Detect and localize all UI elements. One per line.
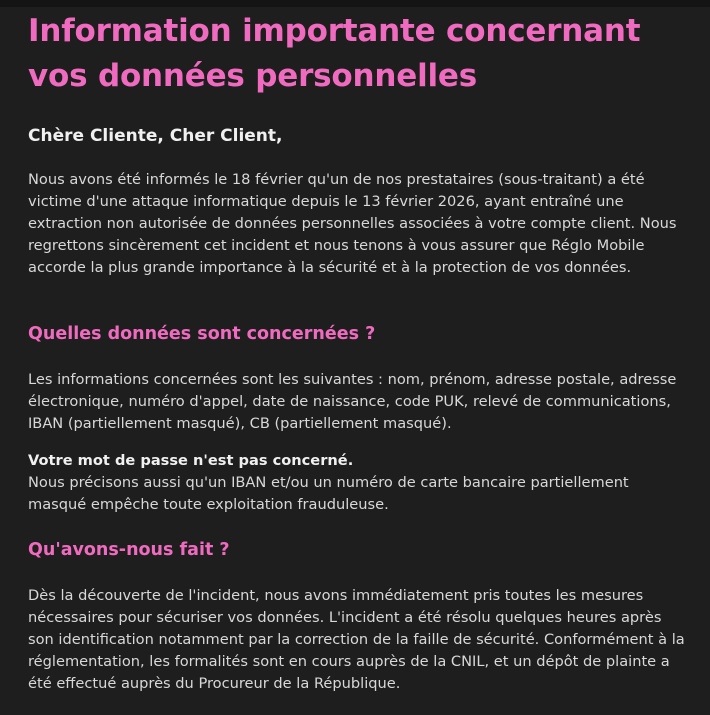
intro-paragraph: Nous avons été informés le 18 février qu'un de nos prestataires (sous-traitant) a été victime d'une attaque informatique depuis le 13 février 2026, ayant entraîné une extraction non autorisée de données personnelles associées à votre compte client. Nous regrettons sincèrement cet incident et nous tenons à vous assurer que Réglo Mobile accorde la plus grande importance à la sécurité et à la protection de vos données. [28, 171, 677, 276]
article-content [28, 9, 688, 692]
what-we-did-paragraph: Dès la découverte de l'incident, nous avons immédiatement pris toutes les mesures nécessaires pour sécuriser vos données. L'incident a été résolu quelques heures après son identification notamment par la correction de la faille de sécurité. Conformément à la réglementation, les formalités sont en cours auprès de la CNIL, et un dépôt de plainte a été effectué auprès du Procureur de la République. [28, 587, 685, 692]
password-note [28, 450, 688, 516]
password-note-text: Nous précisons aussi qu'un IBAN et/ou un numéro de carte bancaire partiellement masqué empêche toute exploitation frauduleuse. [28, 474, 629, 513]
section-heading-what-we-did: Qu'avons-nous fait ? [28, 540, 230, 560]
password-note-bold: Votre mot de passe n'est pas concerné. [28, 452, 354, 469]
section-heading-data-concerned: Quelles données sont concernées ? [28, 324, 376, 344]
top-strip [0, 0, 710, 7]
page-title [28, 9, 688, 99]
page-title-line-1: Information importante concernant [28, 13, 641, 49]
page-title-line-2: vos données personnelles [28, 58, 478, 94]
data-concerned-paragraph: Les informations concernées sont les suivantes : nom, prénom, adresse postale, adresse électronique, numéro d'appel, date de naissance, code PUK, relevé de communications, IBAN (partiellement masqué), CB (partiellement masqué). [28, 371, 677, 432]
greeting: Chère Cliente, Cher Client, [28, 126, 283, 146]
